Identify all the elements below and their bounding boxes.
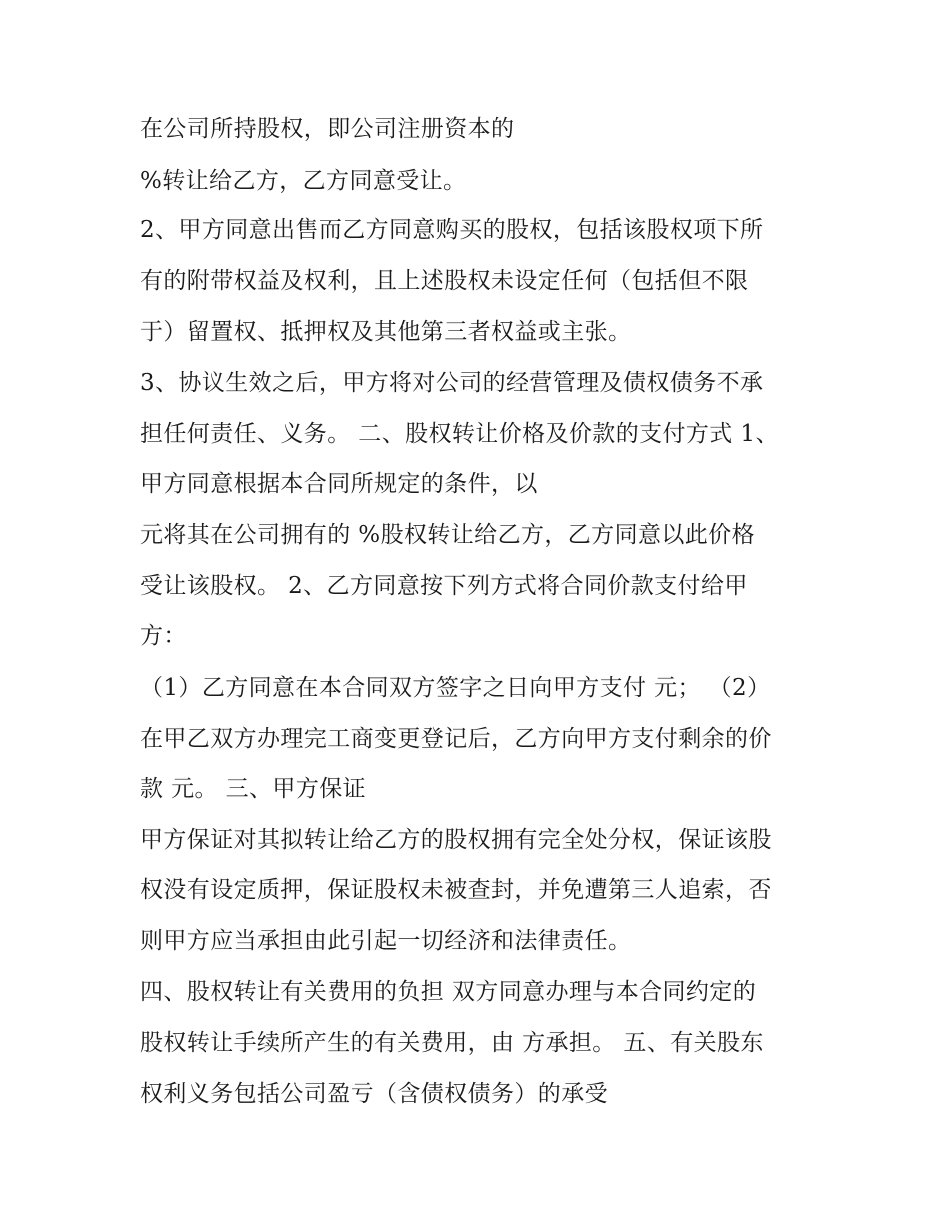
text-line: 于）留置权、抵押权及其他第三者权益或主张。 (140, 319, 632, 345)
text-line: 款 元。 三、甲方保证 (140, 776, 367, 802)
text-line: 在公司所持股权，即公司注册资本的 (140, 116, 515, 142)
text-line: %转让给乙方，乙方同意受让。 (140, 168, 467, 194)
text-line: 在甲乙双方办理完工商变更登记后，乙方向甲方支付剩余的价 (140, 726, 772, 752)
text-line: （1）乙方同意在本合同双方签字之日向甲方支付 元； （2） (140, 675, 771, 701)
text-line: 则甲方应当承担由此引起一切经济和法律责任。 (140, 928, 632, 954)
text-line: 有的附带权益及权利，且上述股权未设定任何（包括但不限 (140, 268, 749, 294)
text-line: 担任何责任、义务。 二、股权转让价格及价款的支付方式 1、 (140, 421, 779, 447)
text-line: 2、甲方同意出售而乙方同意购买的股权，包括该股权项下所 (140, 217, 764, 243)
text-line: 四、股权转让有关费用的负担 双方同意办理与本合同约定的 (140, 979, 757, 1005)
text-line: 股权转让手续所产生的有关费用，由 方承担。 五、有关股东 (140, 1030, 764, 1056)
text-line: 元将其在公司拥有的 %股权转让给乙方，乙方同意以此价格 (140, 522, 755, 548)
text-line: 权利义务包括公司盈亏（含债权债务）的承受 (140, 1081, 608, 1107)
text-line: 受让该股权。 2、乙方同意按下列方式将合同价款支付给甲 (140, 573, 748, 599)
text-line: 权没有设定质押，保证股权未被查封，并免遭第三人追索，否 (140, 877, 772, 903)
text-line: 甲方保证对其拟转让给乙方的股权拥有完全处分权，保证该股 (140, 827, 772, 853)
text-line: 甲方同意根据本合同所规定的条件，以 (140, 471, 538, 497)
text-line: 3、协议生效之后，甲方将对公司的经营管理及债权债务不承 (140, 370, 764, 396)
text-line: 方： (140, 623, 187, 649)
